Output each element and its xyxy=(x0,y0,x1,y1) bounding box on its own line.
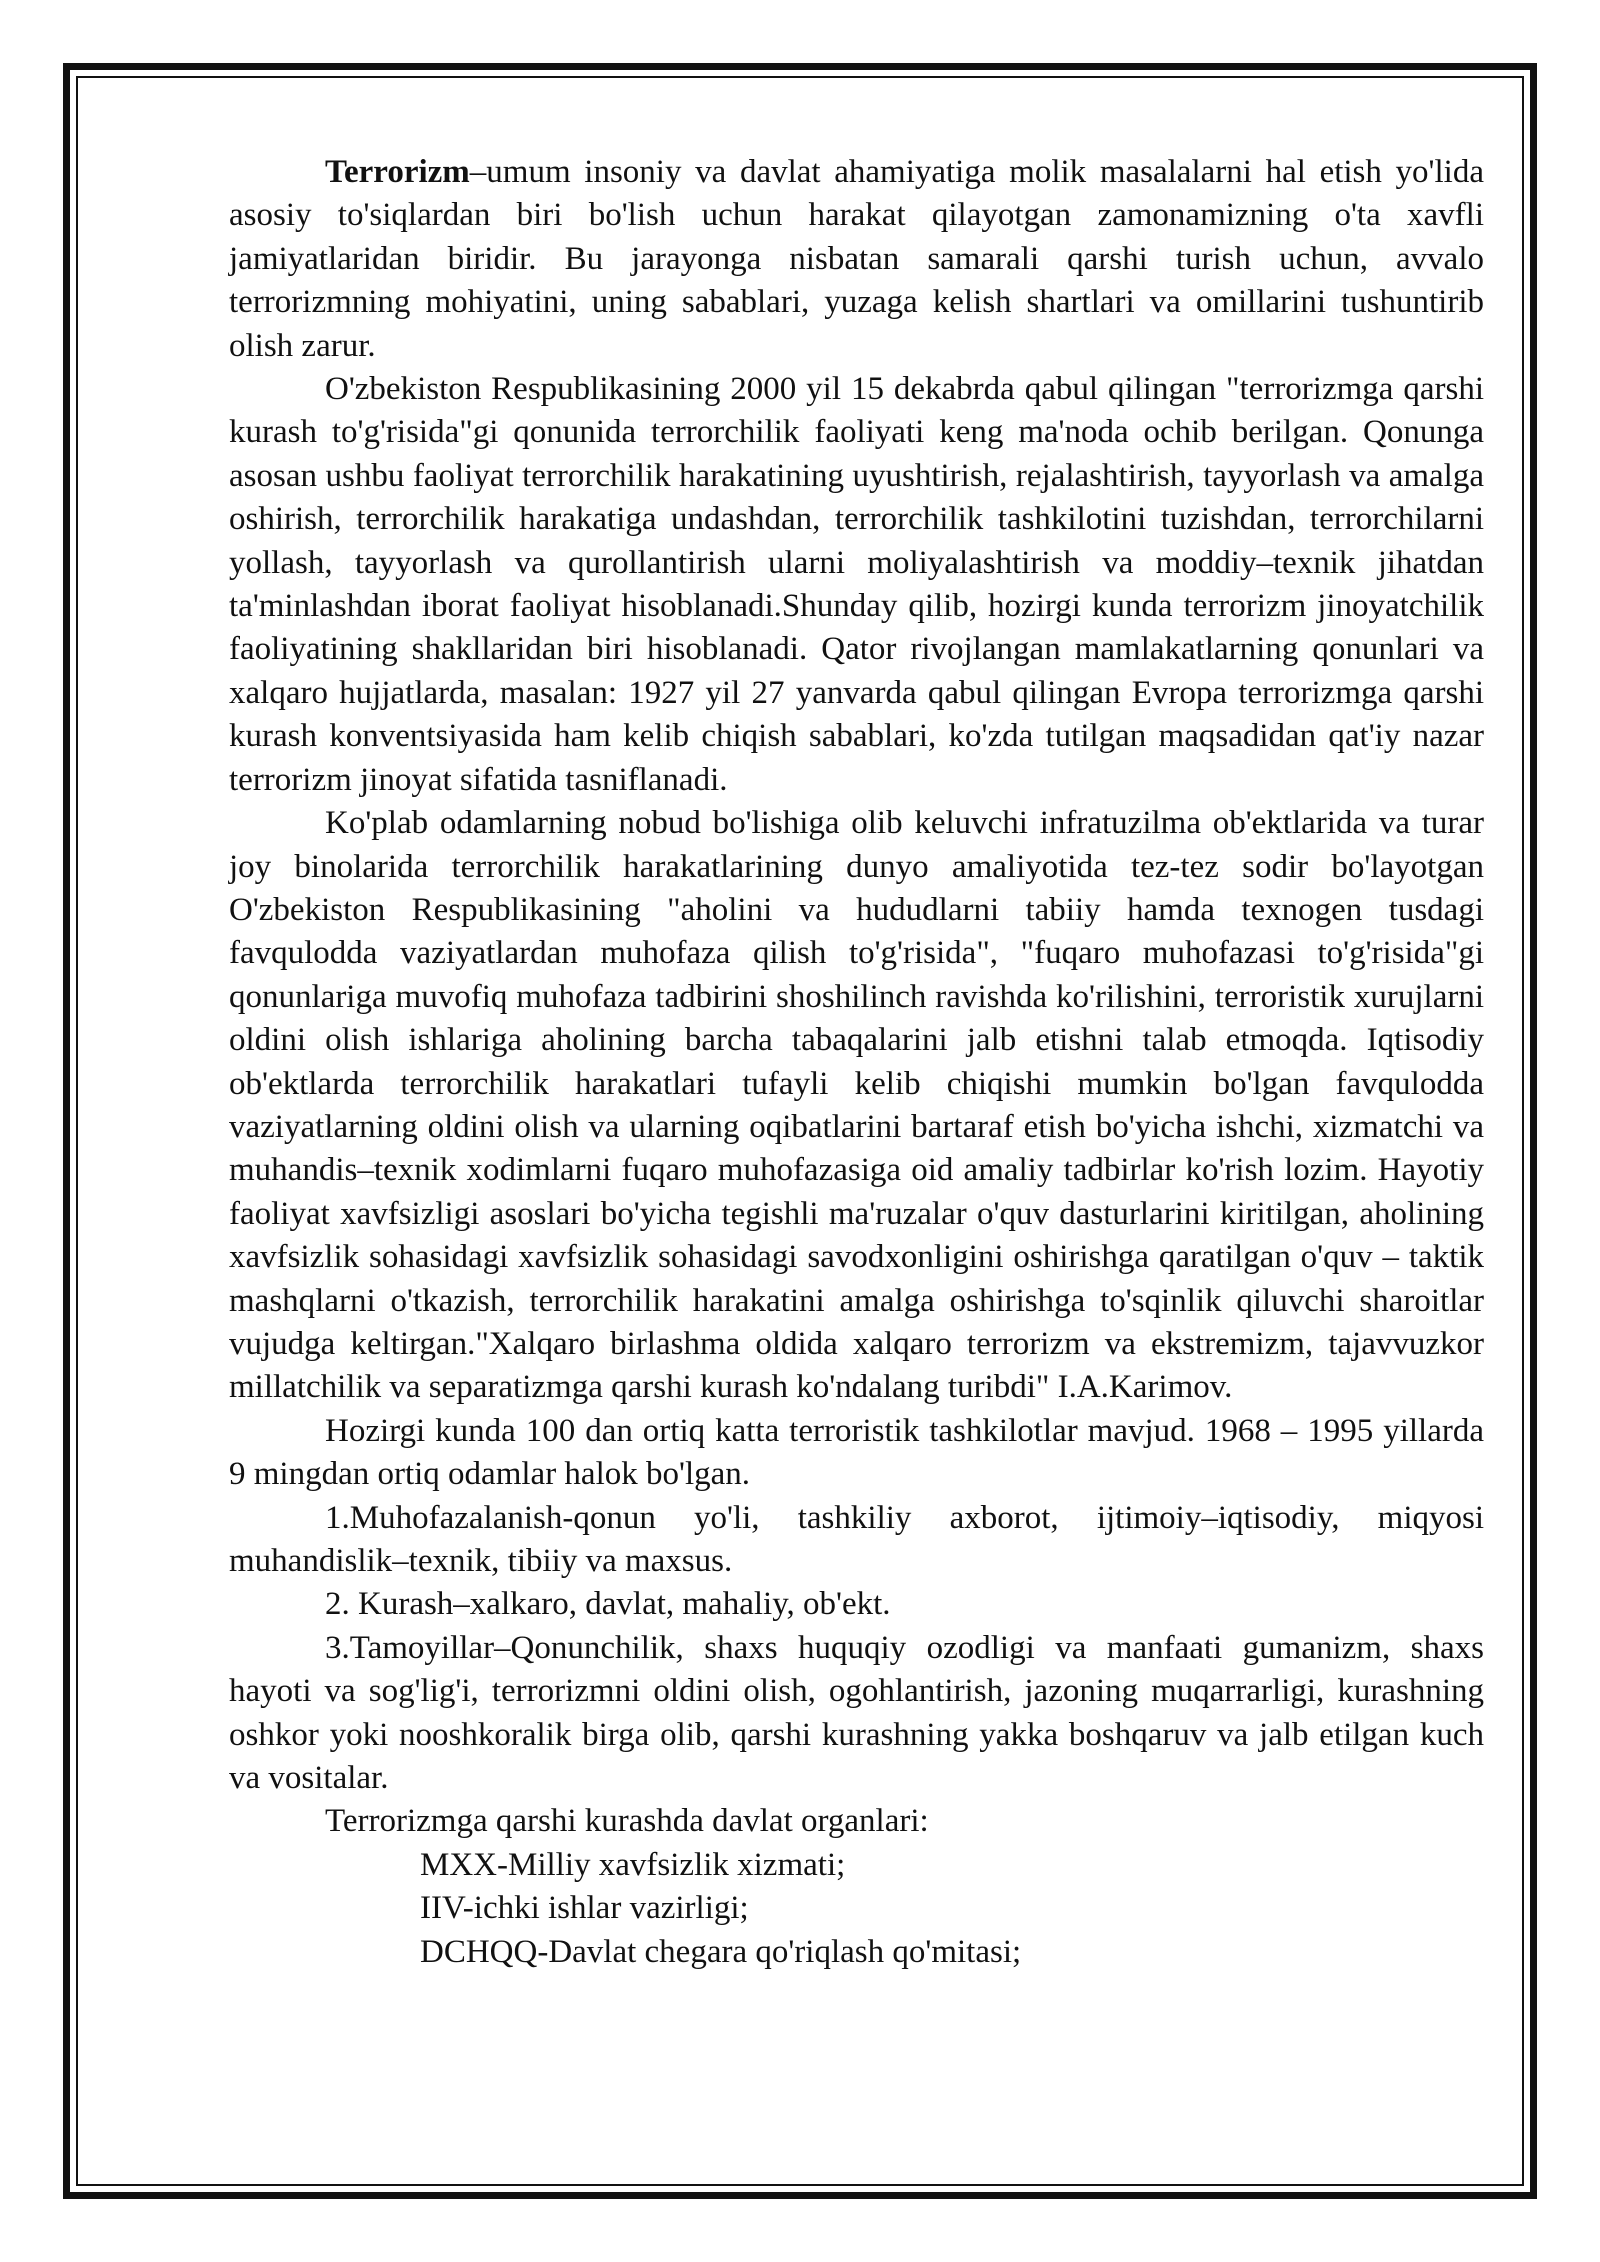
organ-item: IIV-ichki ishlar vazirligi; xyxy=(420,1890,749,1927)
paragraph-organs-heading: Terrorizmga qarshi kurashda davlat organlari: xyxy=(325,1803,929,1840)
organ-item: MXX-Milliy xavfsizlik xizmati; xyxy=(420,1846,846,1883)
organs-list xyxy=(229,1844,1484,1974)
paragraph-infrastructure: Ko'plab odamlarning nobud bo'lishiga olib keluvchi infratuzilma ob'ektlarida va turar joy binolarida terrorchilik harakatlarining dunyo amaliyotida tez-tez sodir bo'layotgan O'zbekiston Respublikasining "aholini va hududlarni tabiiy hamda texnogen tusdagi favqulodda vaziyatlardan muhofaza qilish to'g'risida", "fuqaro muhofazasi to'g'risida"gi qonunlariga muvofiq muhofaza tadbirini shoshilinch ravishda ko'rilishini, terroristik xurujlarni oldini olish ishlariga aholining barcha tabaqalarini jalb etishni talab etmoqda. Iqtisodiy ob'ektlarda terrorchilik harakatlari tufayli kelib chiqishi mumkin bo'lgan favqulodda vaziyatlarning oldini olish va ularning oqibatlarini bartaraf etish bo'yicha ishchi, xizmatchi va muhandis–texnik xodimlarni fuqaro muhofazasiga oid amaliy tadbirlar ko'rish lozim. Hayotiy faoliyat xavfsizligi asoslari bo'yicha tegishli ma'ruzalar o'quv dasturlarini kiritilgan, aholining xavfsizlik sohasidagi xavfsizlik sohasidagi savodxonligini oshirishga qaratilgan o'quv – taktik mashqlarni o'tkazish, terrorchilik harakatini amalga oshirishga to'sqinlik qiluvchi sharoitlar vujudga keltirgan."Xalqaro birlashma oldida xalqaro terrorizm va ekstremizm, tajavvuzkor millatchilik va separatizmga qarshi kurash ko'ndalang turibdi" I.A.Karimov. xyxy=(229,805,1484,1406)
organ-item: DCHQQ-Davlat chegara qo'riqlash qo'mitasi; xyxy=(420,1933,1022,1970)
paragraph-definition xyxy=(229,151,1484,368)
paragraph-law: O'zbekiston Respublikasining 2000 yil 15 dekabrda qabul qilingan "terrorizmga qarshi kurash to'g'risida"gi qonunida terrorchilik faoliyati keng ma'noda ochib berilgan. Qonunga asosan ushbu faoliyat terrorchilik harakatining uyushtirish, rejalashtirish, tayyorlash va amalga oshirish, terrorchilik harakatiga undashdan, terrorchilik tashkilotini tuzishdan, terrorchilarni yollash, tayyorlash va qurollantirish ularni moliyalashtirish va moddiy–texnik jihatdan ta'minlashdan iborat faoliyat hisoblanadi.Shunday qilib, hozirgi kunda terrorizm jinoyatchilik faoliyatining shakllaridan biri hisoblanadi. Qator rivojlangan mamlakatlarning qonunlari va xalqaro hujjatlarda, masalan: 1927 yil 27 yanvarda qabul qilingan Evropa terrorizmga qarshi kurash konventsiyasida ham kelib chiqish sabablari, ko'zda tutilgan maqsadidan qat'iy nazar terrorizm jinoyat sifatida tasniflanadi. xyxy=(229,371,1484,798)
document-body xyxy=(229,151,1484,1974)
paragraph-item-1: 1.Muhofazalanish-qonun yo'li, tashkiliy axborot, ijtimoiy–iqtisodiy, miqyosi muhandislik–texnik, tibiiy va maxsus. xyxy=(229,1499,1484,1579)
paragraph-item-2: 2. Kurash–xalkaro, davlat, mahaliy, ob'ekt. xyxy=(325,1586,891,1623)
term-bold: Terrorizm xyxy=(325,154,470,190)
paragraph-item-3: 3.Tamoyillar–Qonunchilik, shaxs huquqiy ozodligi va manfaati gumanizm, shaxs hayoti va sog'lig'i, terrorizmni oldini olish, ogohlantirish, jazoning muqarrarligi, kurashning oshkor yoki nooshkoralik birga olib, qarshi kurashning yakka boshqaruv va jalb etilgan kuch va vositalar. xyxy=(229,1629,1484,1797)
paragraph-text: –umum insoniy va davlat ahamiyatiga molik masalalarni hal etish yo'lida asosiy to'siqlardan biri bo'lish uchun harakat qilayotgan zamonamizning o'ta xavfli jamiyatlaridan biridir. Bu jarayonga nisbatan samarali qarshi turish uchun, avvalo terrorizmning mohiyatini, uning sabablari, yuzaga kelish shartlari va omillarini tushuntirib olish zarur. xyxy=(229,154,1484,364)
paragraph-statistics: Hozirgi kunda 100 dan ortiq katta terroristik tashkilotlar mavjud. 1968 – 1995 yillarda 9 mingdan ortiq odamlar halok bo'lgan. xyxy=(229,1412,1484,1493)
